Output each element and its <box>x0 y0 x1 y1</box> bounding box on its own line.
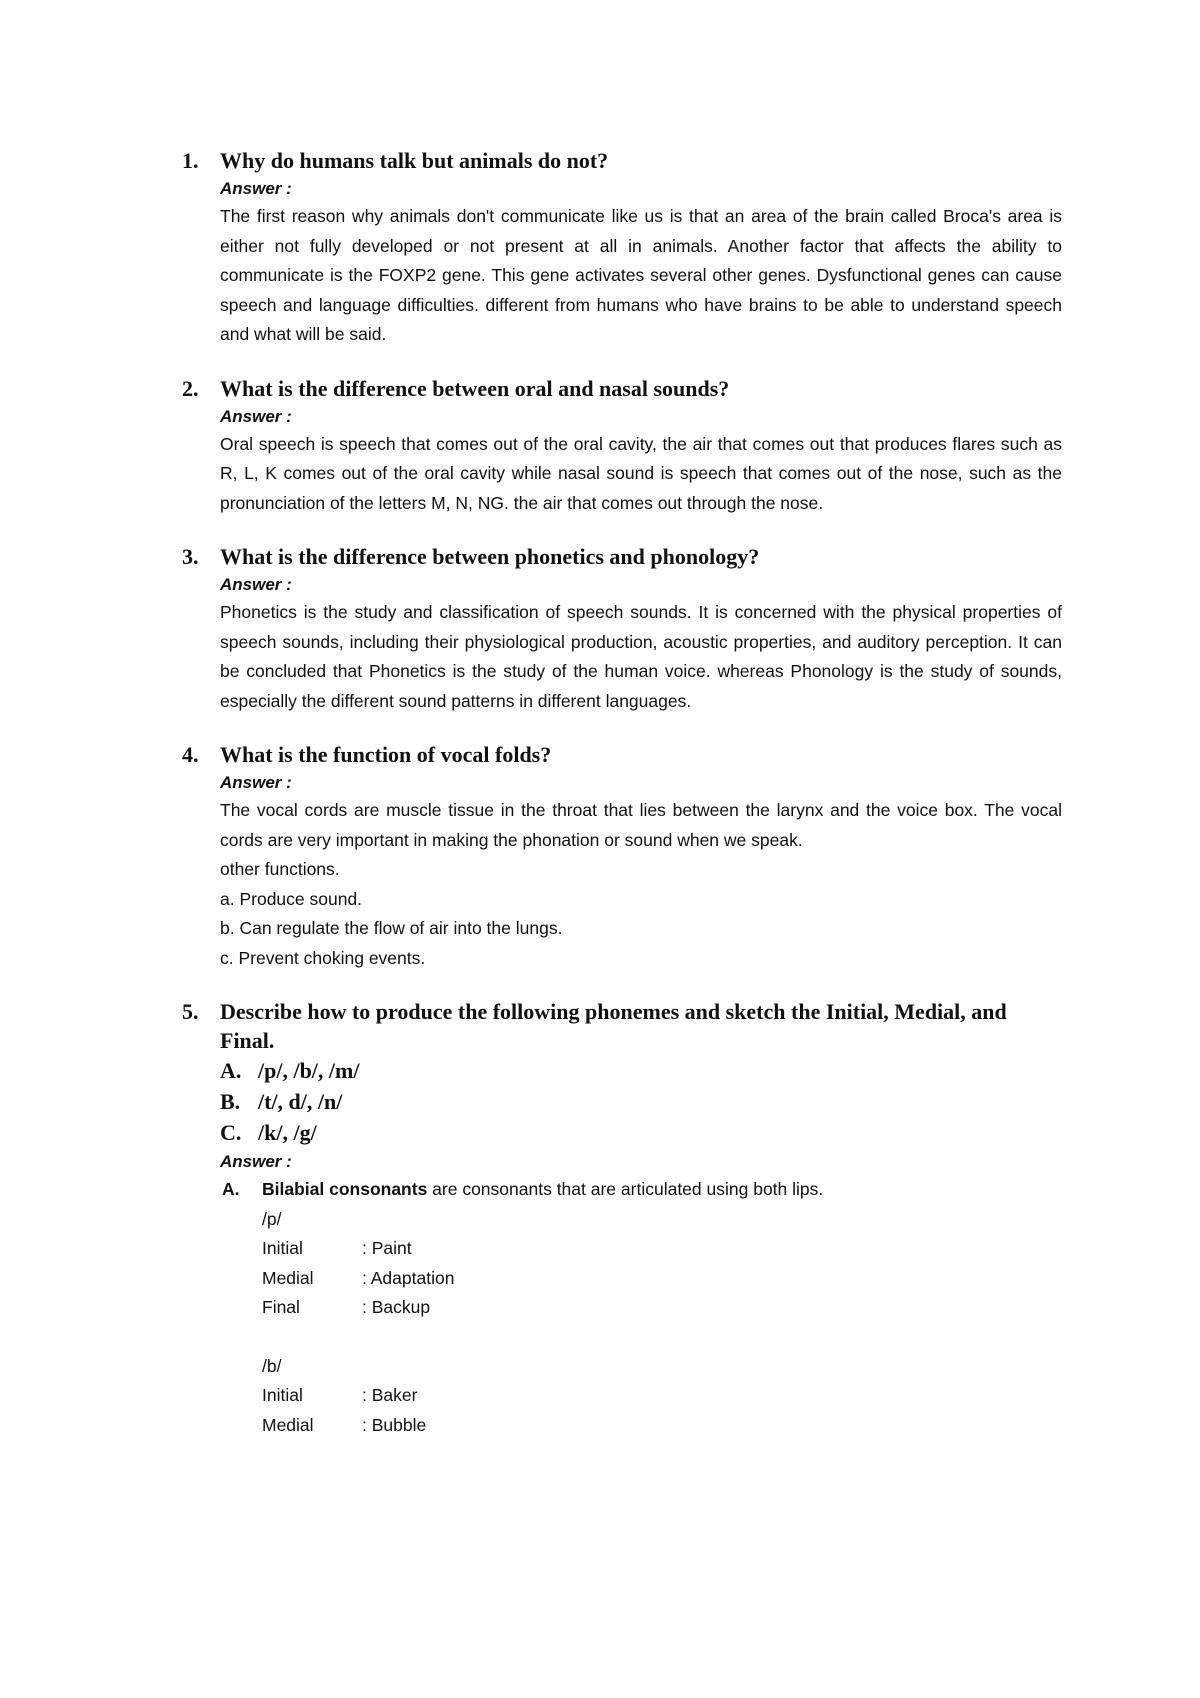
answer-label: Answer : <box>220 179 292 198</box>
question-text: What is the difference between phonetics and phonology? <box>220 544 760 569</box>
answer-line: c. Prevent choking events. <box>220 947 426 968</box>
question-3 <box>182 542 1062 716</box>
answer-term: Bilabial consonants <box>262 1179 428 1199</box>
option-text: /p/, /b/, /m/ <box>258 1058 360 1083</box>
answer-text: Oral speech is speech that comes out of the oral cavity, the air that comes out that produces flares such as R, L, K comes out of the oral cavity while nasal sound is speech that comes out of the nose, such as the pronunciation of the letters M, N, NG. the air that comes out through the nose. <box>220 433 1062 513</box>
answer-line: other functions. <box>220 859 340 879</box>
question-number: 1. <box>182 148 199 173</box>
answer-text: The vocal cords are muscle tissue in the throat that lies between the larynx and the voice box. The vocal cords are very important in making the phonation or sound when we speak. <box>220 800 1062 850</box>
answer-label: Answer : <box>220 406 292 426</box>
answer-item-text: are consonants that are articulated using both lips. <box>427 1179 824 1199</box>
option-text: /k/, /g/ <box>258 1120 317 1145</box>
answer-text: Phonetics is the study and classification of speech sounds. It is concerned with the physical properties of speech sounds, including their physiological production, acoustic properties, and auditory perception. It can be concluded that Phonetics is the study of the human voice. whereas Phonology is the study of sounds, especially the different sound patterns in different languages. <box>220 602 1062 711</box>
question-heading <box>182 740 1062 769</box>
example-word: : Paint <box>362 1238 412 1258</box>
option-label: B. <box>220 1089 241 1114</box>
example-row <box>182 1381 1062 1411</box>
answer-item <box>182 1175 1062 1205</box>
position-label: Medial <box>262 1267 314 1288</box>
example-row <box>182 1411 1062 1441</box>
example-word: : Backup <box>362 1297 431 1317</box>
example-row <box>182 1293 1062 1323</box>
question-number: 4. <box>182 742 199 767</box>
question-5 <box>182 997 1062 1440</box>
phoneme-option <box>182 1055 1062 1086</box>
question-number: 3. <box>182 544 199 569</box>
question-text: What is the function of vocal folds? <box>220 742 552 767</box>
example-word: : Adaptation <box>362 1267 455 1288</box>
answer-label: Answer : <box>220 1152 292 1171</box>
question-text: What is the difference between oral and nasal sounds? <box>220 375 730 401</box>
answer-line: b. Can regulate the flow of air into the lungs. <box>220 918 563 938</box>
position-label: Initial <box>262 1385 303 1405</box>
example-word: : Bubble <box>362 1414 427 1435</box>
document-content <box>182 146 1062 1464</box>
phoneme-title: /p/ <box>262 1208 282 1229</box>
question-heading <box>182 997 1062 1055</box>
position-label: Medial <box>262 1414 314 1435</box>
question-heading <box>182 146 1062 175</box>
position-label: Initial <box>262 1238 303 1258</box>
phoneme-title: /b/ <box>262 1355 282 1376</box>
question-text: Why do humans talk but animals do not? <box>220 148 609 173</box>
spacer <box>182 1323 1062 1352</box>
question-heading <box>182 374 1062 403</box>
phoneme-option <box>182 1117 1062 1148</box>
question-4 <box>182 740 1062 973</box>
example-row <box>182 1234 1062 1264</box>
example-row <box>182 1264 1062 1294</box>
option-label: C. <box>220 1120 242 1145</box>
question-2 <box>182 374 1062 519</box>
answer-text: The first reason why animals don't communicate like us is that an area of the brain called Broca's area is either not fully developed or not present at all in animals. Another factor that affects the ability to communicate is the FOXP2 gene. This gene activates several other genes. Dysfunctional genes can cause speech and language difficulties. different from humans who have brains to be able to understand speech and what will be said. <box>220 206 1062 344</box>
option-label: A. <box>220 1058 242 1083</box>
answer-label: Answer : <box>220 773 292 792</box>
question-number: 5. <box>182 999 199 1024</box>
position-label: Final <box>262 1297 300 1317</box>
answer-line: a. Produce sound. <box>220 888 363 909</box>
question-1 <box>182 146 1062 350</box>
option-text: /t/, d/, /n/ <box>258 1089 343 1114</box>
question-text: Describe how to produce the following phonemes and sketch the Initial, Medial, and Final. <box>220 999 1007 1053</box>
question-number: 2. <box>182 375 199 401</box>
example-word: : Baker <box>362 1385 418 1405</box>
question-heading <box>182 542 1062 571</box>
phoneme-option <box>182 1086 1062 1117</box>
answer-label: Answer : <box>220 575 292 594</box>
answer-item-label: A. <box>222 1179 240 1199</box>
